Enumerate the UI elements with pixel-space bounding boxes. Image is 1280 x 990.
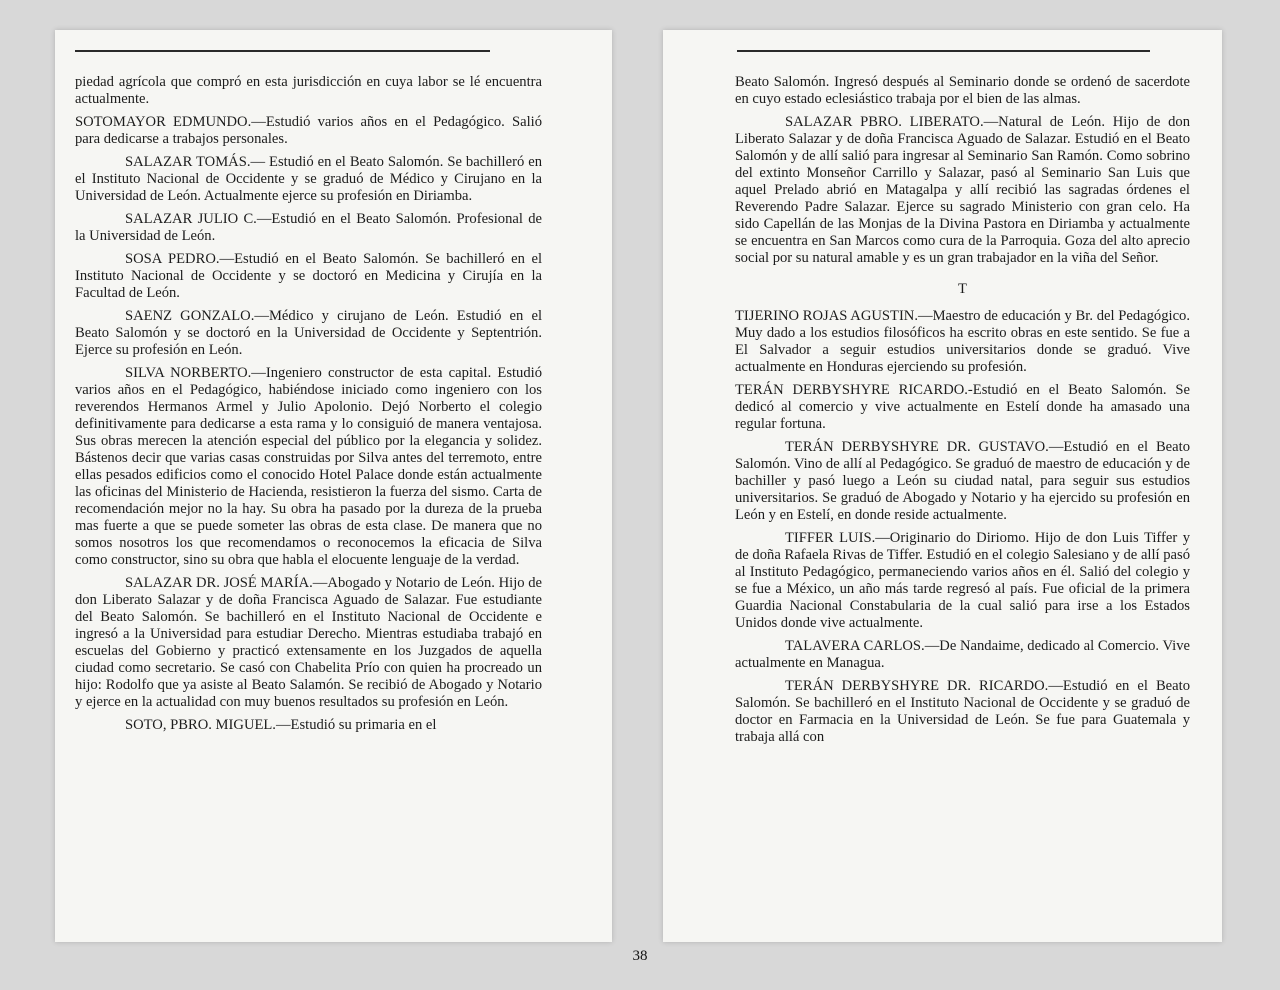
left-page bbox=[55, 30, 612, 942]
paragraph: piedad agrícola que compró en esta jurisdicción en cuya labor se lé encuentra actualmente. bbox=[75, 74, 542, 107]
paragraph: SALAZAR PBRO. LIBERATO.—Natural de León. Hijo de don Liberato Salazar y de doña Francisca Aguado de Salazar. Estudió en el Beato Salomón y de allí salió para ingresar al Seminario San Ramón. Como sobrino del extinto Monseñor Carrillo y Salazar, pasó al Seminario San Luis que aquel Prelado abrió en Matagalpa y allí recibió las sagradas órdenes el Reverendo Padre Salazar. Ejerce su sagrado Ministerio con gran celo. Ha sido Capellán de las Monjas de la Divina Pastora en Diriamba y actualmente se encuentra en San Marcos como cura de la Parroquia. Goza del alto aprecio social por su natural amable y es un gran trabajador en la viña del Señor. bbox=[735, 114, 1190, 266]
paragraph: TERÁN DERBYSHYRE DR. RICARDO.—Estudió en el Beato Salomón. Se bachilleró en el Instituto Nacional de Occidente y se graduó de doctor en Farmacia en la Universidad de León. Se fue para Guatemala y trabaja allá con bbox=[735, 678, 1190, 745]
section-heading: T bbox=[958, 281, 967, 297]
paragraph: TERÁN DERBYSHYRE DR. GUSTAVO.—Estudió en el Beato Salomón. Vino de allí al Pedagógico. Se graduó de maestro de educación y de bachiller y pasó luego a León su ciudad natal, para seguir sus estudios universitarios. Se graduó de Abogado y Notario y ha ejercido su profesión en León y en Estelí, en donde reside actualmente. bbox=[735, 439, 1190, 523]
right-page-text bbox=[735, 74, 1190, 746]
paragraph: SOTOMAYOR EDMUNDO.—Estudió varios años en el Pedagógico. Salió para dedicarse a trabajos personales. bbox=[75, 114, 542, 147]
page-number: 38 bbox=[632, 948, 648, 964]
paragraph: SALAZAR JULIO C.—Estudió en el Beato Salomón. Profesional de la Universidad de León. bbox=[75, 211, 542, 244]
header-rule bbox=[737, 50, 1150, 52]
paragraph: Beato Salomón. Ingresó después al Seminario donde se ordenó de sacerdote en cuyo estado eclesiástico trabaja por el bien de las almas. bbox=[735, 74, 1190, 107]
paragraph: SOSA PEDRO.—Estudió en el Beato Salomón. Se bachilleró en el Instituto Nacional de Occidente y se doctoró en Medicina y Cirujía en la Facultad de León. bbox=[75, 251, 542, 301]
left-page-text bbox=[75, 74, 542, 734]
right-page bbox=[663, 30, 1222, 942]
paragraph: TIJERINO ROJAS AGUSTIN.—Maestro de educación y Br. del Pedagógico. Muy dado a los estudios filosóficos ha escrito obras en este sentido. Se fue a El Salvador a seguir estudios universitarios donde se graduó. Vive actualmente en Honduras ejerciendo su profesión. bbox=[735, 308, 1190, 375]
paragraph: TALAVERA CARLOS.—De Nandaime, dedicado al Comercio. Vive actualmente en Managua. bbox=[735, 638, 1190, 671]
header-rule bbox=[75, 50, 490, 52]
paragraph: SAENZ GONZALO.—Médico y cirujano de León. Estudió en el Beato Salomón y se doctoró en la Universidad de Occidente y Septentrión. Ejerce su profesión en León. bbox=[75, 308, 542, 358]
paragraph: SOTO, PBRO. MIGUEL.—Estudió su primaria en el bbox=[125, 717, 437, 733]
paragraph: SALAZAR DR. JOSÉ MARÍA.—Abogado y Notario de León. Hijo de don Liberato Salazar y de doña Francisca Aguado de Salazar. Fue estudiante del Beato Salomón. Se bachilleró en el Instituto Nacional de Occidente e ingresó a la Universidad para estudiar Derecho. Mientras estudiaba trabajó en escuelas del Gobierno y practicó extensamente en los Juzgados de aquella ciudad como secretario. Se casó con Chabelita Prío con quien ha procreado un hijo: Rodolfo que ya asiste al Beato Salamón. Se recibió de Abogado y Notario y ejerce en la actualidad con muy buenos resultados su profesión en León. bbox=[75, 575, 542, 710]
paragraph: TIFFER LUIS.—Originario do Diriomo. Hijo de don Luis Tiffer y de doña Rafaela Rivas de Tiffer. Estudió en el colegio Salesiano y de allí pasó al Instituto Pedagógico, permaneciendo varios años en él. Salió del colegio y se fue a México, un año más tarde regresó al país. Fue oficial de la primera Guardia Nacional Constabularia de la cual salió para irse a los Estados Unidos donde vive actualmente. bbox=[735, 530, 1190, 631]
paragraph: SALAZAR TOMÁS.— Estudió en el Beato Salomón. Se bachilleró en el Instituto Nacional de Occidente y se graduó de Médico y Cirujano en la Universidad de León. Actualmente ejerce su profesión en Diriamba. bbox=[75, 154, 542, 204]
paragraph: SILVA NORBERTO.—Ingeniero constructor de esta capital. Estudió varios años en el Pedagógico, habiéndose iniciado como ingeniero con los reverendos Hermanos Armel y Julio Apolonio. Dejó Norberto el colegio definitivamente para dedicarse a esta rama y lo consiguió de manera ventajosa. Sus obras merecen la atención especial del público por la elegancia y solidez. Bástenos decir que varias casas construidas por Silva antes del terremoto, entre ellas pesados edificios como el conocido Hotel Palace donde están actualmente las oficinas del Ministerio de Hacienda, resistieron la fuerza del sismo. Carta de recomendación mejor no la hay. Su obra ha pasado por la dureza de la prueba mas fuerte a que se puede someter las obras de esta clase. De manera que no somos nosotros los que recomendamos o reconocemos la eficacia de Silva como constructor, sino su obra que habla el elocuente lenguaje de la verdad. bbox=[75, 365, 542, 568]
paragraph: TERÁN DERBYSHYRE RICARDO.-Estudió en el Beato Salomón. Se dedicó al comercio y vive actualmente en Estelí donde ha amasado una regular fortuna. bbox=[735, 382, 1190, 432]
